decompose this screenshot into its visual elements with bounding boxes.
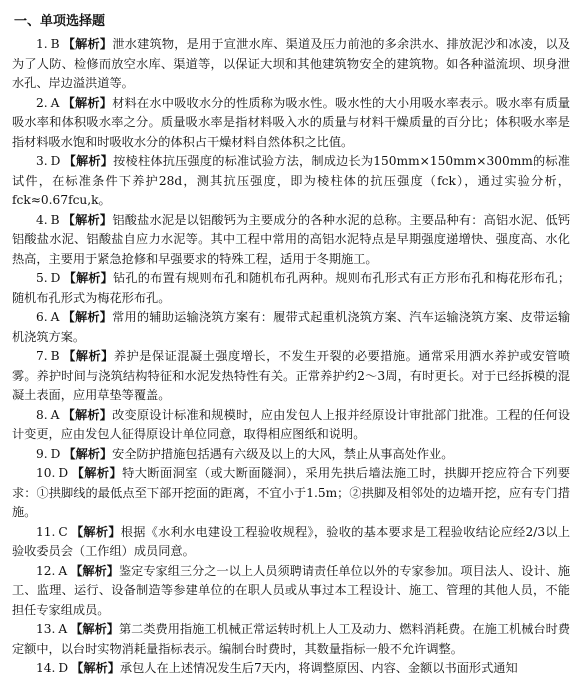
answer-item [12,347,570,406]
analysis-tag: 【解析】 [62,310,113,324]
item-answer: A [50,310,60,324]
answer-item [12,35,570,94]
item-number: 4. [36,212,48,227]
item-number: 12. [36,563,56,578]
item-answer: A [50,407,60,422]
analysis-tag: 【解析】 [70,563,119,578]
item-text: 特大断面洞室（或大断面隧洞），采用先拱后墙法施工时，拱脚开挖应符合下列要求：①拱脚线的最低点至下部开挖面的距离，不宜小于1.5m；②拱脚及相邻处的边墙开挖，应有专门措施。 [12,466,571,519]
analysis-tag: 【解析】 [63,271,114,285]
item-text: 鉴定专家组三分之一以上人员须聘请责任单位以外的专家参加。项目法人、设计、施工、监理、运行、设备制造等参建单位的在职人员或从事过本工程设计、施工、管理的其他人员，不能担任专家组成员。 [12,563,571,617]
analysis-tag: 【解析】 [62,349,114,363]
answer-item [12,269,570,308]
item-answer: B [50,37,60,51]
item-answer: B [50,212,60,227]
item-text: 铝酸盐水泥是以铝酸钙为主要成分的各种水泥的总称。主要品种有：高铝水泥、低钙铝酸盐水泥、铝酸盐自应力水泥等。其中工程中常用的高铝水泥特点是早期强度递增快、强度高、水化热高，主要用于紧急抢修和早强要求的特殊工程，适用于冬期施工。 [12,212,571,266]
item-answer: D [58,466,69,480]
answer-item [12,464,570,523]
item-answer: D [50,446,61,461]
item-text: 根据《水利水电建设工程验收规程》，验收的基本要求是工程验收结论应经2/3以上验收委员会（工作组）成员同意。 [12,524,571,558]
answer-item [12,152,570,211]
answer-item [12,211,570,270]
analysis-tag: 【解析】 [63,446,113,461]
item-text: 钻孔的布置有规则布孔和随机布孔两种。规则布孔形式有正方形布孔和梅花形布孔；随机布孔形式为梅花形布孔。 [12,271,571,305]
analysis-tag: 【解析】 [63,154,114,168]
item-text: 安全防护措施包括遇有六级及以上的大风，禁止从事高处作业。 [112,446,454,461]
answer-item [12,523,570,562]
analysis-tag: 【解析】 [70,524,121,539]
item-number: 5. [36,271,48,285]
item-number: 8. [36,407,48,422]
answer-item [12,659,570,679]
item-answer: D [58,661,69,675]
analysis-tag: 【解析】 [62,95,113,110]
item-text: 第二类费用指施工机械正常运转时机上人工及动力、燃料消耗费。在施工机械台时费定额中，以台时实物消耗量指标表示。编制台时费时，其数量指标一般不允许调整。 [12,622,571,656]
item-number: 1. [36,37,48,51]
item-text: 泄水建筑物，是用于宣泄水库、渠道及压力前池的多余洪水、排放泥沙和冰凌，以及为了人防、检修而放空水库、渠道等，以保证大坝和其他建筑物安全的建筑物。如各种溢流坝、坝身泄水孔、岸边溢洪道等。 [12,37,571,90]
item-number: 7. [36,349,48,363]
analysis-tag: 【解析】 [62,212,113,227]
item-number: 3. [36,154,48,168]
answer-item [12,445,570,465]
item-number: 11. [36,524,56,539]
answer-item [12,562,570,621]
item-number: 13. [36,622,56,636]
item-answer: A [58,622,68,636]
item-text: 按棱柱体抗压强度的标准试验方法，制成边长为150mm×150mm×300mm的标准试件，在标准条件下养护28d，测其抗压强度，即为棱柱体的抗压强度（fck），通过实验分析，fck≈0.67fcu,k。 [12,154,570,207]
item-number: 9. [36,446,48,461]
item-answer: A [58,563,68,578]
item-number: 2. [36,95,48,110]
answer-item [12,620,570,659]
answer-item [12,94,570,153]
item-text: 材料在水中吸收水分的性质称为吸水性。吸水性的大小用吸水率表示。吸水率有质量吸水率和体积吸水率之分。质量吸水率是指材料吸入水的质量与材料干燥质量的百分比；体积吸水率是指材料吸水饱和时吸收水分的体积占干燥材料自然体积之比值。 [12,95,571,149]
item-answer: D [50,271,61,285]
analysis-tag: 【解析】 [70,622,119,636]
analysis-tag: 【解析】 [62,407,113,422]
item-text: 改变原设计标准和规模时，应由发包人上报并经原设计审批部门批准。工程的任何设计变更，应由发包人征得原设计单位同意，取得相应图纸和说明。 [12,407,571,441]
item-answer: A [50,95,60,110]
item-text: 常用的辅助运输浇筑方案有：履带式起重机浇筑方案、汽车运输浇筑方案、皮带运输机浇筑方案。 [12,310,571,344]
analysis-tag: 【解析】 [62,37,113,51]
item-answer: D [50,154,61,168]
analysis-tag: 【解析】 [71,661,120,675]
answer-item [12,308,570,347]
item-number: 10. [36,466,56,480]
item-answer: B [50,349,60,363]
answer-item [12,406,570,445]
item-number: 14. [36,661,56,675]
item-text: 养护是保证混凝土强度增长，不发生开裂的必要措施。通常采用洒水养护或安管喷雾。养护时间与浇筑结构特征和水泥发热特性有关。正常养护约2～3周，有时更长。对于已经拆模的混凝土表面，应用草垫等覆盖。 [12,349,571,402]
answer-list [12,35,570,679]
analysis-tag: 【解析】 [71,466,123,480]
section-title: 一、单项选择题 [14,14,106,29]
item-number: 6. [36,310,48,324]
item-answer: C [58,524,68,539]
item-text: 承包人在上述情况发生后7天内，将调整原因、内容、金额以书面形式通知 [119,661,518,675]
